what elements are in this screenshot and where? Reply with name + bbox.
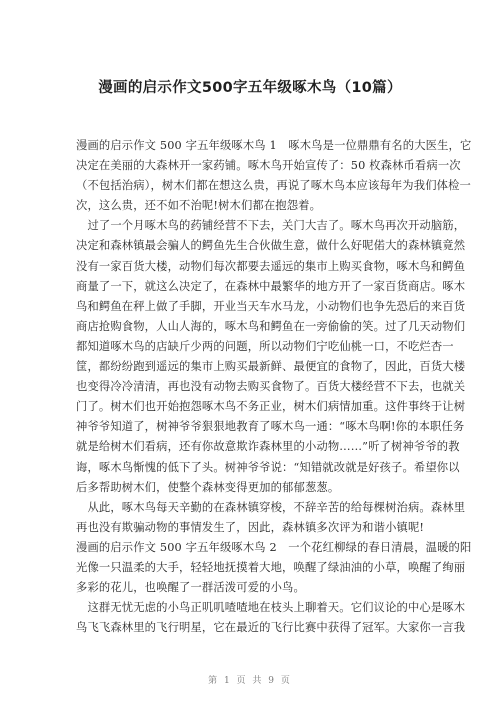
body-line: 都知道啄木鸟的店缺斤少两的问题，所以动物们宁吃仙桃一口，不吃烂杏一: [76, 339, 454, 353]
body-line: 过了一个月啄木鸟的药铺经营不下去，关门大吉了。啄木鸟再次开动脑筋，: [76, 219, 466, 233]
page-footer: 第 1 页 共 9 页: [208, 676, 292, 686]
body-line: 多彩的花儿，也唤醒了一群活泼可爱的小鸟。: [76, 581, 305, 595]
body-line: 鸟和鳄鱼在秤上做了手脚，开业当天车水马龙，小动物们也争先恐后的来百货: [76, 299, 466, 313]
body-line: （不包括治病），树木们都在想这么贵，再说了啄木鸟本应该每年为我们体检一: [76, 179, 471, 193]
body-line: 漫画的启示作文 500 字五年级啄木鸟 2 一个花红柳绿的春日清晨，温暖的阳: [76, 540, 472, 554]
body-line: 就是给树木们看病，还有你故意欺诈森林里的小动物……”听了树神爷爷的教: [76, 440, 460, 454]
document-title: 漫画的启示作文500字五年级啄木鸟（10篇）: [98, 80, 402, 96]
body-line: 次，这么贵，还不如不治呢!树木们都在抱怨着。: [76, 199, 322, 213]
body-line: 这群无忧无虑的小鸟正叽叽喳喳地在枝头上聊着天。它们议论的中心是啄木: [76, 601, 466, 615]
body-line: 也变得冷冷清清，再也没有动物去购买食物了。百货大楼经营不下去，也就关: [76, 380, 466, 394]
body-line: 漫画的启示作文 500 字五年级啄木鸟 1 啄木鸟是一位鼎鼎有名的大医生，它: [76, 139, 472, 152]
body-line: 门了。树木们也开始抱怨啄木鸟不务正业，树木们病情加重。这件事终于让树: [76, 400, 466, 414]
body-line: 光像一只温柔的大手，轻轻地抚摸着大地，唤醒了绿油油的小草，唤醒了绚丽: [76, 560, 466, 574]
body-line: 神爷爷知道了，树神爷爷狠狠地教育了啄木鸟一通：“啄木鸟啊!你的本职任务: [76, 420, 465, 434]
body-line: 筐，都纷纷跑到遥远的集市上购买最新鲜、最便宜的食物了，因此，百货大楼: [76, 360, 466, 374]
body-line: 鸟飞飞森林里的飞行明星，它在最近的飞行比赛中获得了冠军。大家你一言我: [76, 621, 466, 635]
body-line: 后多帮助树木们，使整个森林变得更加的郁郁葱葱。: [76, 480, 340, 494]
body-line: 诲，啄木鸟惭愧的低下了头。树神爷爷说：“知错就改就是好孩子。希望你以: [76, 460, 460, 474]
body-line: 商店抢购食物，人山人海的，啄木鸟和鳄鱼在一旁偷偷的笑。过了几天动物们: [76, 319, 466, 333]
body-line: 从此，啄木鸟每天辛勤的在森林镇穿梭，不辞辛苦的给每棵树治病。森林里: [76, 500, 466, 514]
body-line: 决定在美丽的大森林开一家药铺。啄木鸟开始宣传了：50 枚森林币看病一次: [76, 159, 461, 173]
body-line: 再也没有欺骗动物的事情发生了，因此，森林镇多次评为和谐小镇呢!: [76, 520, 425, 534]
body-line: 决定和森林镇最会骗人的鳄鱼先生合伙做生意，做什么好呢偌大的森林镇竟然: [76, 239, 466, 253]
body-line: 没有一家百货大楼，动物们每次都要去遥远的集市上购买食物，啄木鸟和鳄鱼: [76, 259, 466, 273]
document-body: [76, 136, 472, 638]
body-line: 商量了一下，就这么决定了，在森林中最繁华的地方开了一家百货商店。啄木: [76, 279, 466, 293]
